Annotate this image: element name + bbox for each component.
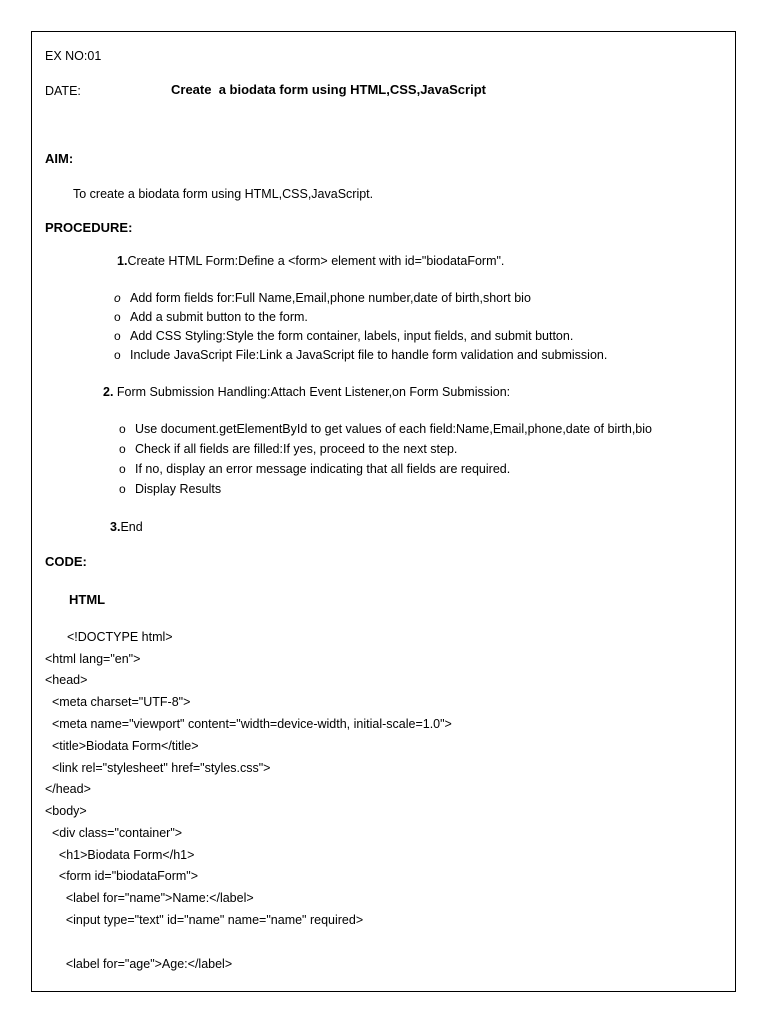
aim-text: To create a biodata form using HTML,CSS,JavaScript. <box>73 187 374 201</box>
list-item: Display Results <box>135 482 222 496</box>
step-text: Form Submission Handling:Attach Event Listener,on Form Submission: <box>113 385 511 399</box>
step-number: 3. <box>110 520 121 534</box>
procedure-step-1 <box>117 253 504 269</box>
code-line: <!DOCTYPE html> <box>67 630 173 644</box>
code-subheading: HTML <box>69 592 106 607</box>
bullet-icon: o <box>119 442 126 456</box>
document-title: Create a biodata form using HTML,CSS,JavaScript <box>171 82 486 97</box>
code-line: <title>Biodata Form</title> <box>45 739 199 753</box>
procedure-step-2 <box>103 384 510 400</box>
code-line: <input type="text" id="name" name="name" required> <box>45 913 364 927</box>
date-label: DATE: <box>45 84 81 98</box>
procedure-heading: PROCEDURE: <box>45 220 133 235</box>
list-item: Add CSS Styling:Style the form container, labels, input fields, and submit button. <box>130 329 574 343</box>
step-number: 1. <box>117 254 128 268</box>
code-line: <meta name="viewport" content="width=device-width, initial-scale=1.0"> <box>45 717 452 731</box>
code-line: <meta charset="UTF-8"> <box>45 695 191 709</box>
code-line: <h1>Biodata Form</h1> <box>45 848 195 862</box>
list-item: Include JavaScript File:Link a JavaScript file to handle form validation and submission. <box>130 348 608 362</box>
code-line: <html lang="en"> <box>45 652 141 666</box>
code-line: <body> <box>45 804 87 818</box>
step-number: 2. <box>103 385 114 399</box>
step-text: Create HTML Form:Define a <form> element with id="biodataForm". <box>127 254 505 268</box>
bullet-icon: o <box>114 291 121 305</box>
code-line: <label for="name">Name:</label> <box>45 891 254 905</box>
list-item: If no, display an error message indicating that all fields are required. <box>135 462 511 476</box>
code-line: <div class="container"> <box>45 826 183 840</box>
code-line: <label for="age">Age:</label> <box>45 957 233 971</box>
bullet-icon: o <box>119 462 126 476</box>
step-text: End <box>120 520 143 534</box>
ex-no: EX NO:01 <box>45 49 102 63</box>
code-line: <link rel="stylesheet" href="styles.css"> <box>45 761 271 775</box>
list-item: Use document.getElementById to get values of each field:Name,Email,phone,date of birth,bio <box>135 422 652 436</box>
procedure-step-3 <box>110 519 143 535</box>
bullet-icon: o <box>119 482 126 496</box>
code-heading: CODE: <box>45 554 87 569</box>
code-line: <head> <box>45 673 88 687</box>
bullet-icon: o <box>114 329 121 343</box>
bullet-icon: o <box>114 348 121 362</box>
bullet-icon: o <box>114 310 121 324</box>
code-line: <form id="biodataForm"> <box>45 869 199 883</box>
bullet-icon: o <box>119 422 126 436</box>
list-item: Add a submit button to the form. <box>130 310 308 324</box>
list-item: Check if all fields are filled:If yes, proceed to the next step. <box>135 442 458 456</box>
aim-heading: AIM: <box>45 151 74 166</box>
list-item: Add form fields for:Full Name,Email,phone number,date of birth,short bio <box>130 291 531 305</box>
code-line: </head> <box>45 782 91 796</box>
